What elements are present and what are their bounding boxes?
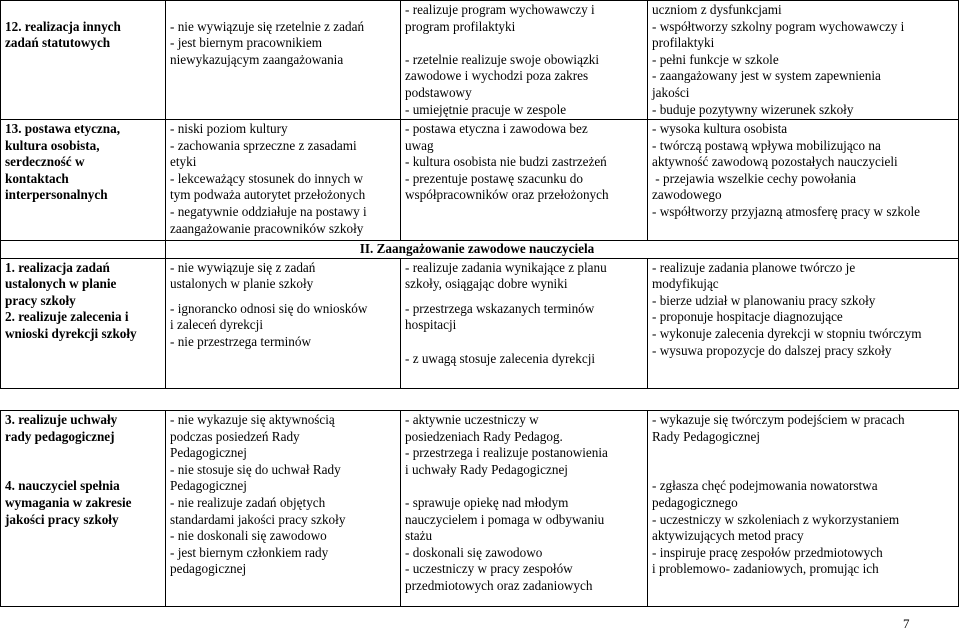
text-line: - bierze udział w planowaniu pracy szkoły — [652, 292, 876, 308]
criterion-cell — [1, 1, 166, 120]
text-line: aktywizujących metod pracy — [652, 528, 804, 544]
criterion-cell — [1, 120, 166, 241]
text-line: 4. nauczyciel spełnia — [5, 478, 120, 494]
text-line — [170, 2, 396, 19]
low-level-cell — [166, 411, 401, 607]
text-line: i uchwały Rady Pedagogicznej — [405, 461, 568, 477]
text-line: - zachowania sprzeczne z zasadami — [170, 137, 357, 153]
text-line: - inspiruje pracę zespołów przedmiotowych — [652, 544, 883, 560]
text-line: etyki — [170, 154, 197, 170]
text-line: - wysoka kultura osobista — [652, 121, 788, 136]
cell-block — [652, 412, 954, 445]
text-line: - nie wywiązuje się z zadań — [170, 259, 316, 275]
text-line: - prezentuje postawę szacunku do — [405, 170, 583, 186]
criterion-cell — [1, 258, 166, 388]
text-line: ustalonych w planie — [5, 276, 117, 292]
text-line: rady pedagogicznej — [5, 428, 115, 444]
text-line: Pedagogicznej — [170, 445, 247, 461]
text-line: interpersonalnych — [5, 187, 108, 203]
text-line: - przejawia wszelkie cechy powołania — [652, 170, 856, 186]
text-line: posiedzeniach Rady Pedagog. — [405, 428, 563, 444]
section-header: II. Zaangażowanie zawodowe nauczyciela — [166, 241, 959, 259]
text-line: jakości — [652, 84, 690, 100]
text-line: - postawa etyczna i zawodowa bez — [405, 121, 588, 136]
text-line: podstawowy — [405, 84, 472, 100]
text-line: - proponuje hospitacje diagnozujące — [652, 309, 843, 325]
text-line: pedagogicznej — [170, 561, 247, 577]
cell-block — [405, 351, 643, 368]
table-row — [1, 120, 959, 241]
text-line: - przestrzega i realizuje postanowienia — [405, 445, 608, 461]
mid-level-cell — [401, 1, 648, 120]
text-line: kontaktach — [5, 170, 69, 186]
high-level-cell — [648, 258, 959, 388]
text-line: - nie stosuje się do uchwał Rady — [170, 461, 341, 477]
text-line: - zaangażowany jest w system zapewnienia — [652, 68, 881, 84]
text-line: 2. realizuje zalecenia i — [5, 309, 129, 325]
text-line: modyfikując — [652, 276, 719, 292]
section-header-row — [1, 241, 959, 259]
text-line: pedagogicznego — [652, 494, 738, 510]
text-line: ustalonych w planie szkoły — [170, 276, 314, 292]
text-line: - buduje pozytywny wizerunek szkoły — [652, 101, 854, 117]
text-line: 3. realizuje uchwały — [5, 412, 118, 427]
text-line: 13. postawa etyczna, — [5, 121, 121, 136]
text-line: Rady Pedagogicznej — [652, 428, 761, 444]
cell-block — [405, 412, 643, 478]
text-line: pracy szkoły — [5, 292, 76, 308]
text-line: - nie wywiązuje się rzetelnie z zadań — [170, 18, 365, 34]
cell-block — [652, 309, 954, 359]
high-level-cell — [648, 411, 959, 607]
text-line: uczniom z dysfunkcjami — [652, 2, 782, 17]
text-line: uwag — [405, 137, 434, 153]
text-line: - aktywnie uczestniczy w — [405, 412, 539, 427]
text-line: - współtworzy szkolny pogram wychowawczy i — [652, 18, 905, 34]
text-line: - realizuje zadania planowe twórczo je — [652, 259, 856, 275]
text-line: - sprawuje opiekę nad młodym — [405, 494, 569, 510]
text-line: kultura osobista, — [5, 137, 100, 153]
mid-level-cell — [401, 411, 648, 607]
cell-block — [5, 412, 161, 445]
text-line: - ignorancko odnosi się do wniosków — [170, 300, 368, 316]
cell-block — [405, 260, 643, 293]
cell-block — [170, 301, 396, 351]
text-line: hospitacji — [405, 317, 457, 333]
text-line: i zaleceń dyrekcji — [170, 317, 263, 333]
mid-level-cell — [401, 258, 648, 388]
text-line: - wysuwa propozycje do dalszej pracy szkoły — [652, 342, 892, 358]
text-line: - jest biernym pracownikiem — [170, 35, 322, 51]
text-line: serdeczność w — [5, 154, 85, 170]
text-line: - nie doskonali się zawodowo — [170, 528, 327, 544]
text-line: program profilaktyki — [405, 18, 516, 34]
text-line: zadań statutowych — [5, 35, 111, 51]
text-line: przedmiotowych oraz zadaniowych — [405, 577, 593, 593]
high-level-cell — [648, 1, 959, 120]
text-line: - wykonuje zalecenia dyrekcji w stopniu twórczym — [652, 325, 922, 341]
text-line: - współtworzy przyjazną atmosferę pracy w szkole — [652, 203, 921, 219]
cell-block — [5, 478, 161, 528]
text-line: 12. realizacja innych — [5, 18, 121, 34]
cell-block — [405, 495, 643, 595]
text-line: - wykazuje się twórczym podejściem w pracach — [652, 412, 905, 427]
low-level-cell — [166, 258, 401, 388]
text-line: - twórczą postawą wpływa mobilizująco na — [652, 137, 881, 153]
text-line: nauczycielem i pomaga w odbywaniu — [405, 511, 605, 527]
text-line: jakości pracy szkoły — [5, 511, 119, 527]
low-level-cell — [166, 120, 401, 241]
text-line: podczas posiedzeń Rady — [170, 428, 300, 444]
text-line: - nie wykazuje się aktywnością — [170, 412, 335, 427]
text-line: współpracowników oraz przełożonych — [405, 187, 609, 203]
text-line: szkoły, osiągając dobre wyniki — [405, 276, 568, 292]
high-level-cell — [648, 120, 959, 241]
text-line: - umiejętnie pracuje w zespole — [405, 101, 567, 117]
table-row — [1, 411, 959, 607]
text-line: standardami jakości pracy szkoły — [170, 511, 346, 527]
text-line — [405, 35, 643, 52]
low-level-cell — [166, 1, 401, 120]
text-line: - przestrzega wskazanych terminów — [405, 300, 595, 316]
text-line: - uczestniczy w pracy zespołów — [405, 561, 573, 577]
text-line: - rzetelnie realizuje swoje obowiązki — [405, 51, 600, 67]
text-line: - pełni funkcje w szkole — [652, 51, 779, 67]
text-line: zaangażowanie pracowników szkoły — [170, 220, 364, 236]
table-row — [1, 1, 959, 120]
text-line: - jest biernym członkiem rady — [170, 544, 329, 560]
text-line — [5, 2, 161, 19]
text-line: zawodowego — [652, 187, 722, 203]
text-line: tym podważa autorytet przełożonych — [170, 187, 366, 203]
text-line: - lekceważący stosunek do innych w — [170, 170, 363, 186]
cell-block — [170, 260, 396, 293]
text-line: profilaktyki — [652, 35, 715, 51]
text-line: wnioski dyrekcji szkoły — [5, 325, 137, 341]
page-number: 7 — [903, 616, 910, 631]
text-line: - negatywnie oddziałuje na postawy i — [170, 203, 367, 219]
table-row — [1, 258, 959, 388]
mid-level-cell — [401, 120, 648, 241]
text-line: Pedagogicznej — [170, 478, 247, 494]
text-line: stażu — [405, 528, 433, 544]
text-line: niewykazującym zaangażowania — [170, 51, 344, 67]
cell-block — [652, 478, 954, 578]
text-line: - realizuje zadania wynikające z planu — [405, 259, 607, 275]
text-line: - zgłasza chęć podejmowania nowatorstwa — [652, 478, 878, 494]
text-line: - doskonali się zawodowo — [405, 544, 543, 560]
text-line: i problemowo- zadaniowych, promując ich — [652, 561, 879, 577]
text-line: - nie realizuje zadań objętych — [170, 494, 326, 510]
text-line: - kultura osobista nie budzi zastrzeżeń — [405, 154, 607, 170]
criterion-cell — [1, 411, 166, 607]
text-line: zawodowe i wychodzi poza zakres — [405, 68, 589, 84]
cell-block — [652, 260, 954, 310]
text-line: - nie przestrzega terminów — [170, 333, 311, 349]
text-line: - realizuje program wychowawczy i — [405, 2, 595, 17]
text-line: - niski poziom kultury — [170, 121, 288, 136]
text-line: aktywność zawodową pozostałych nauczycieli — [652, 154, 898, 170]
text-line: - z uwagą stosuje zalecenia dyrekcji — [405, 350, 596, 366]
text-line: - uczestniczy w szkoleniach z wykorzystaniem — [652, 511, 900, 527]
criteria-table-bottom — [0, 410, 959, 607]
text-line: 1. realizacja zadań — [5, 259, 110, 275]
cell-block — [405, 301, 643, 334]
empty-cell — [1, 241, 166, 259]
text-line: wymagania w zakresie — [5, 494, 132, 510]
